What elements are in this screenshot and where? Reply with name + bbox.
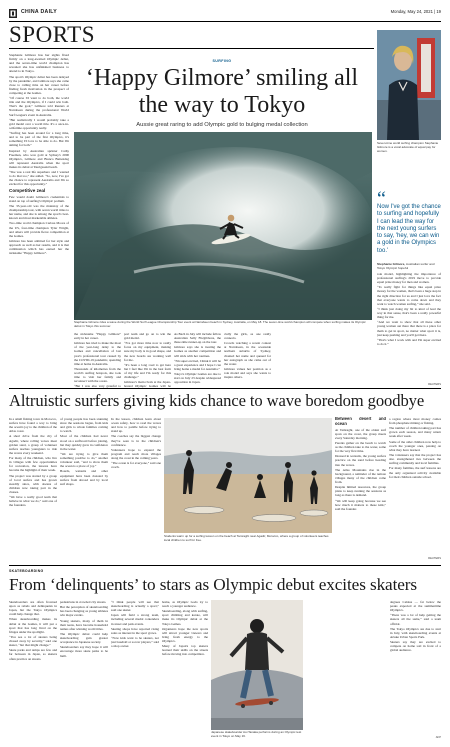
story1-col6	[377, 272, 441, 382]
story2-byline: REUTERS	[428, 557, 441, 560]
story1-tag: SURFING	[212, 59, 232, 63]
story3-para: Skate parks and ramps are few and far between in Japan, so skaters often practice on streets.	[9, 648, 57, 661]
story2-para: At Tamraght, one of the oldest surf spots on the coast, the group meets every Saturday morning.	[335, 427, 386, 440]
story3-col2	[60, 600, 108, 740]
story2-para: Despite limited resources, the group plans to keep running the sessions as long as there is demand.	[335, 485, 386, 498]
pull-quote-credit	[377, 263, 441, 271]
story2-para: Parents gather on the beach to watch as the children take to the water, some for the very first time.	[335, 440, 386, 454]
story2-col2	[60, 417, 108, 555]
story1-byline: REUTERS	[428, 383, 441, 386]
story3-col5	[390, 600, 441, 734]
story2-headline: Altruistic surfers giving kids chance to wave boredom goodbye	[9, 391, 425, 410]
story1-para: “It's been a long road to get here but I feel like I'm in the best form of my life and I'm ready for this challenge.”	[124, 362, 171, 380]
story2-para: In a small fishing town in Morocco, surfers have found a way to bring the ocean's joy to the children of the Atlas coast.	[9, 417, 57, 434]
story1-para: Two-time world champion Carissa Moore of the US, four-time champion Tyler Wright, and others will provide fierce competition at the Games.	[9, 221, 69, 238]
story-divider	[9, 565, 441, 566]
china-daily-logo-icon	[9, 9, 17, 18]
story3-col4	[162, 600, 208, 740]
story1-deck: Aussie great raring to add Olympic gold to bulging medal collection	[136, 122, 308, 128]
story2-para: Volunteers hope to expand the program and reach more villages along the coast in the coming years.	[111, 447, 161, 461]
story1-para: cially the girls, as one really connects.	[224, 332, 271, 341]
story1-photo-caption: Stephanie Gilmore rides a wave during the World Surf League Championship Tour event at Narrabeen beach in Sydney, Australia, on May 18. The seven-time world champion will compete when surfing makes its Olympic debut in Tokyo this summer.	[74, 321, 366, 328]
morocco-surf-kids-photo	[164, 418, 332, 533]
story1-para: Stephanie Gilmore has her sights fixed firmly on a long-awaited Olympic debut, and the seven-time world champion has revealed she has unfinished business to attend to in Tokyo.	[9, 53, 69, 74]
story3-para: When skateboarding makes its debut at the Games, it will put a sport that has long lived on the fringes under the spotlight.	[9, 617, 57, 634]
story1-col3	[124, 332, 171, 388]
story1-para: Crowds watching a recent contest at Narrabeen, in the oceanside northern suburbs of Sydney, chanted her name and queued for her autograph as she came out of the water.	[224, 341, 271, 366]
skateboarder-photo	[211, 600, 303, 730]
story1-para: the nickname “Happy Gilmore” early in her career.	[74, 332, 121, 341]
story1-para: port team and go on to win the gold medal.	[124, 332, 171, 341]
story1-para: As Bach in July will include fellow Australian Sally Fitzgibbons, the three-time runner-up on the tour.	[174, 332, 221, 345]
story3-para: Skateboarding, along with surfing, sport climbing and karate, will make its Olympic debut at the Tokyo Games.	[162, 609, 208, 626]
story3-para: “You see a lot of skaters being chased away by security,” said one skater, “but that might change.”	[9, 634, 57, 648]
story2-col6	[389, 417, 441, 555]
story2-col5	[335, 417, 386, 555]
story1-para: Tokyo's Olympic Games are due to start on July 23 despite widespread opposition in Japan.	[174, 372, 221, 385]
paper-name: CHINA DAILY	[21, 9, 58, 15]
story3-para: Many of Japan's top skaters learned their skills on the streets before moving into competition.	[162, 644, 208, 657]
story3-para: home, as Olympic Gods try to reach a younger audience.	[162, 600, 208, 609]
story2-para: A short drive from the city of Agadir, where rolling waves meet golden sand, a group of volunteer surfers teaches youngsters to ride the waves every weekend.	[9, 434, 57, 455]
story3-col1	[9, 600, 57, 740]
story1-para: “But I was also very grateful to	[74, 384, 121, 388]
story1-para: Few would doubt Gilmore's credentials to stand on top of surfing's Olympic podium.	[9, 194, 69, 203]
story2-para: The Atlas Mountains rise in the background, a reminder of the remote villages many of the children come from.	[335, 467, 386, 484]
side-photo-caption: Seven-time world surfing champion Stephanie Gilmore is a vocal advocate of equal pay for women.	[377, 142, 439, 153]
story2-col1	[9, 417, 57, 555]
story1-para: Gilmore has been admired for her style and approach as well as her results, and it is that combination which has earned her the nickname “Happy Gilmore”.	[9, 238, 69, 256]
story1-para: “That's what I work with and I'm super excited to do it.”	[377, 337, 441, 346]
story3-para: “Now kids want to be skaters, not just baseball or soccer players,” said a shop owner.	[111, 636, 159, 649]
story3-tag: SKATEBOARDING	[9, 569, 44, 573]
story3-para: The Olympic debut could help skateboarding gain greater acceptance in Japanese society.	[60, 631, 108, 645]
story1-para: Gilmore values her position as a role model and says she wants to inspire others.	[224, 366, 271, 380]
story2-para: In the lesson, children learn about ocean safety, how to read the waves and how to paddle before trying to stand up.	[111, 417, 161, 434]
surfer-photo	[74, 132, 372, 320]
story1-col2	[74, 332, 121, 388]
story1-col1	[9, 53, 69, 388]
story1-para: Thousands of kilometres from the world's surfing hotspots, she took time to visit her family and reconnect with the ocean.	[74, 366, 121, 384]
story3-para: Organizers hope the new sports will attract younger viewers and bring fresh energy to the Olympics.	[162, 626, 208, 644]
pull-quote-credit-role: Australian surfer and Tokyo Olympic hopeful	[377, 262, 435, 270]
story2-para: The volunteers say that the project has also strengthened ties between the surfing community and local families.	[389, 453, 441, 466]
story3-para: Skating shops have reported rising sales as interest in the sport grows.	[111, 626, 159, 635]
story1-para: “I think just doing my bit to kind of lead the way in that sense, that's been a really powerful thing for me.	[377, 306, 441, 320]
story3-para: The Tokyo Olympics are due to start in July, with skateboarding events at Ariake Urban Sports Park.	[390, 626, 441, 639]
story1-headline: ‘Happy Gilmore’ smiling all the way to Tokyo	[85, 65, 359, 118]
story3-photo-caption: Japanese skateboarder Aoi Tanaka performs during an Olympic test event in Tokyo on May 16.	[211, 731, 302, 738]
story3-para: Skateboarders say they hope it will encourage more skate parks to be built.	[60, 645, 108, 658]
story3-para: Skaters say they are excited to compete on home soil in front of a global audience.	[390, 640, 441, 653]
story2-para: The number of children taking part has grown each season, and many return week after week.	[389, 426, 441, 439]
story3-col3	[111, 600, 159, 740]
story1-para: The sport's Olympic debut has been delayed by the pandemic, and Gilmore says she came close to calling time on her career before finding fresh motivation in the prospect of competing at the Games.	[9, 74, 69, 95]
story3-byline: AFP	[435, 736, 441, 739]
story2-photo-caption: Students warm up for a surfing lesson on the beach at Tamraght near Agadir, Morocco, where a group of volunteers teaches local children to surf for free.	[164, 535, 329, 542]
story2-para: “We have a really good team that believe in what we do,” said one of the founders.	[9, 495, 57, 508]
story2-para: Some of the older children now help to coach the younger ones, passing on what they have learned.	[389, 439, 441, 452]
page-header	[9, 7, 441, 21]
story2-para: For many of the children, who live in villages with few opportunities for recreation, the lessons have become the highlight of their week.	[9, 456, 57, 473]
quote-mark-icon: “	[377, 188, 386, 210]
story1-para: “Of course I'd want to do both, the world title and the Olympics, if I could win both. That's the goal,” Gilmore told Reuters at Narrabeen during the professional World Surf League's event in Australia.	[9, 96, 69, 117]
pull-quote-credit-name: Stephanie Gilmore,	[377, 262, 406, 266]
story1-para: “Surfing has been around for a long time, and to be part of the first Olympics, it's something I'd love to be able to do. But I'm aiming for both.”	[9, 131, 69, 148]
pull-quote: Now I've got the chance to surfing and hopefully I can lead the way for the next young surfers to say, 'hey, we can win a gold in the Olympics too.'	[377, 204, 441, 254]
story1-para: “And we want to show that all these other young women out there that there is a place for them to get in sport, no matter what sport it is, just keep pushing and you'll get there.	[377, 320, 441, 337]
story3-para: Japan will field a strong team, including several medal contenders in street and park events.	[111, 613, 159, 626]
story1-subhead: Competitive zeal	[9, 188, 46, 194]
story3-para: But the perception of skateboarding has been changing as young athletes win major events.	[60, 605, 108, 618]
story3-headline: From ‘delinquents’ to stars as Olympic debut excites skaters	[9, 575, 418, 594]
story3-para: Young skaters, many of them in their teens, have become household names after winning world titles.	[60, 618, 108, 631]
story3-para: “There was a lot of help getting the skaters all the same,” said a team official.	[390, 613, 441, 626]
story2-para: “We will keep going because we see how much it matters to these kids,” said the founder.	[335, 498, 386, 511]
story3-para: pedestrians in crowded city streets.	[60, 600, 107, 604]
date-line: Monday, May 24, 2021 | 19	[390, 8, 441, 14]
story-divider	[9, 388, 441, 389]
story2-para: a region where most money comes from phosphate mining or fishing.	[389, 417, 441, 426]
story1-para: Gilmore says she is treating the Games as another competition and will stick with her routines.	[174, 345, 221, 358]
story1-para: Gilmore's main rivals at the Japan-hosted Olympic Games will be	[124, 380, 171, 388]
story1-para: “But realistically I would probably take a gold medal over a world title. It's a once-in-a-lifetime opportunity really.	[9, 117, 69, 130]
story1-col4	[174, 332, 221, 388]
story1-para: role model, highlighting the importance of professional surfing's 2019 move to provide equal prize money for men and women.	[377, 272, 441, 285]
section-rule	[9, 48, 374, 49]
story1-para: Inspired by Australian sprinter Cathy Freeman, who won gold at Sydney's 2000 Olympics, Gilmore and Bianca Buitendag will represent Australia when the sport makes its debut at Tsurigasaki beach.	[9, 148, 69, 169]
gilmore-portrait-photo	[377, 30, 441, 140]
story1-para: “She was a real life superhero and I wanted to do that too,” she added. “So, now, I've got the chance to represent Australia and I'm so excited for this opportunity.”	[9, 170, 69, 187]
story1-para: “I've got more time now to really focus on my equipment, making sure my body is in good shape, and the new boards are working well for me.	[124, 341, 171, 362]
story2-para: The project was started by a group of local surfers and has grown steadily since, with dozens of children now taking part in the classes.	[9, 473, 57, 494]
story2-para: Dressed in wetsuits, the young surfers practice on the sand before heading into the waves.	[335, 454, 386, 467]
story2-para: The coaches say the biggest change they've seen is in the children's confidence.	[111, 434, 161, 447]
story3-para: degrees Celsius — far below the peaks expected at the summertime Olympics.	[390, 600, 441, 613]
story2-subhead: Between desert and ocean	[335, 417, 386, 426]
story2-para: Most of the children had never stood on a surfboard before joining, but they quickly grew in confidence in the water.	[60, 434, 108, 451]
story2-para: of young people has been stunning since the sessions began, from kids and girls to whole families coming to watch.	[60, 417, 108, 434]
story1-col5	[224, 332, 271, 388]
story3-para: “I think people will see that skateboarding is actually a sport,” said one skater.	[111, 600, 159, 613]
story2-para: For many families, the surf lessons are the only organized activity available for their children outside school.	[389, 466, 441, 479]
story2-col3	[111, 417, 161, 555]
section-title: SPORTS	[9, 22, 95, 47]
story1-para: “I'm super excited, I think it will be a great experience and I hope I can bring home a medal for Australia.”	[174, 358, 221, 371]
story2-para: “The ocean is for everyone,” said one coach.	[111, 461, 161, 470]
story2-para: “We are trying to give them something positive to do,” another volunteer said, “and to show them the ocean is a place of joy.”	[60, 451, 108, 469]
story1-para: The 33-year-old was the mainstay of the championship tour, with seven world titles to her name, and she is among the sport's best-known and most marketable athletes.	[9, 203, 69, 221]
story1-para: Gilmore has tried to make the most of the year-long delay to the Games and cancellation of last year's professional tour caused by the COVID-19 pandemic, spending time at home in Australia.	[74, 341, 121, 366]
story2-para: Boards, wetsuits and other equipment have been donated by surfers from abroad and by local surf shops.	[60, 469, 108, 486]
story3-para: Skateboarders are often frowned upon as rebels and delinquents in Japan, but the Tokyo Olympics could help change that.	[9, 600, 57, 617]
story1-para: “To really fight for things like equal prize money for the women, that's been a huge step in the right direction for us and I just love the fact that everyone wants to come down and they want to watch women surfing,” she said.	[377, 285, 441, 306]
